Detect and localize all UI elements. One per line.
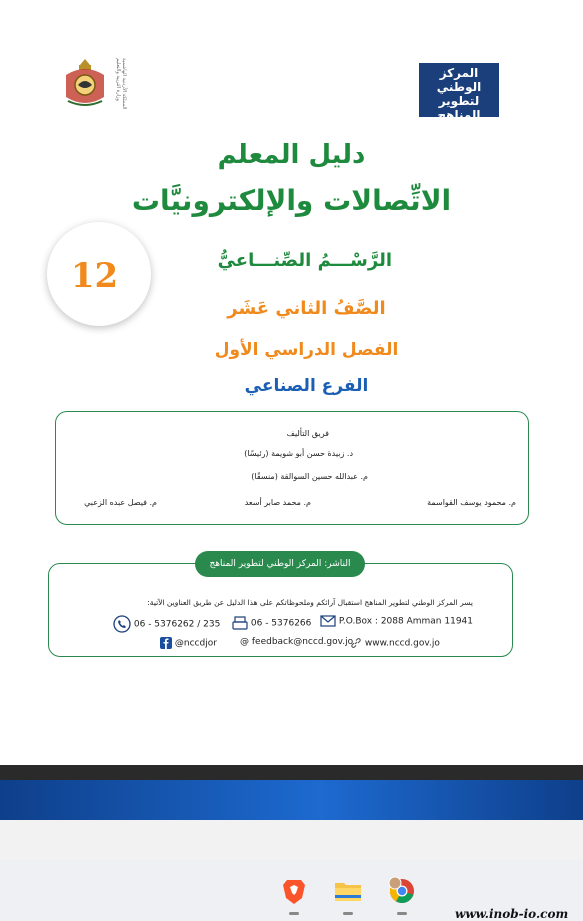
facebook-text[interactable]: @nccdjor	[174, 638, 217, 649]
nccd-logo-en-line1: National Center	[423, 124, 495, 133]
brave-browser-icon[interactable]	[279, 876, 309, 906]
author-member-1: م. محمود يوسف القواسمة	[427, 498, 516, 507]
author-coordinator: م. عبدالله حسين السوالقة (منسقًا)	[251, 472, 368, 481]
publisher-note: يسر المركز الوطني لتطوير المناهج استقبال آرائكم وملحوظاتكم على هذا الدليل عن طريق العناوين الآتية:	[147, 598, 473, 607]
file-explorer-icon[interactable]	[333, 876, 363, 906]
watermark: www.inob-io.com	[455, 907, 569, 921]
page-bottom-blue-band	[0, 780, 583, 820]
semester: الفصل الدراسي الأول	[214, 340, 399, 360]
fax-contact	[232, 615, 311, 631]
phone-contact	[113, 615, 220, 633]
at-icon: @	[240, 637, 249, 647]
phone-text: 06 - 5376262 / 235	[133, 619, 221, 630]
website-contact[interactable]	[350, 637, 440, 649]
link-icon	[350, 637, 362, 649]
title-guide: دليل المعلم	[217, 140, 366, 170]
viewer-background	[0, 820, 583, 860]
chrome-running-indicator	[397, 912, 407, 915]
grade-title: الصَّفُ الثاني عَشَر	[227, 298, 386, 319]
ministry-text: المملكة الأردنية الهاشمية وزارة التربية والتعليم	[115, 58, 127, 110]
explorer-running-indicator	[343, 912, 353, 915]
chrome-browser-icon[interactable]	[387, 876, 417, 906]
phone-icon	[113, 615, 131, 633]
author-member-3: م. فيصل عبده الزعبي	[84, 498, 157, 507]
authors-heading: فريق التأليف	[286, 429, 329, 438]
fax-icon	[232, 615, 248, 631]
nccd-logo	[419, 63, 499, 140]
page-bottom-dark-band	[0, 765, 583, 781]
email-contact[interactable]	[240, 637, 353, 647]
facebook-contact[interactable]	[160, 637, 217, 649]
title-subject: الاتِّصالات والإلكترونيَّات	[131, 184, 452, 217]
nccd-logo-en-line2: for Curriculum Development	[423, 134, 495, 140]
subtitle: الرَّسْـــمُ الصِّنـــاعيُّ	[217, 250, 392, 271]
publisher-label: الناشر: المركز الوطني لتطوير المناهج	[195, 551, 365, 577]
facebook-icon	[160, 637, 172, 649]
nccd-logo-arabic: المركز الوطني لتطوير المناهج	[436, 66, 482, 122]
pobox-text: P.O.Box : 2088 Amman 11941	[338, 616, 473, 627]
website-text[interactable]: www.nccd.gov.jo	[364, 638, 440, 649]
jordan-emblem-icon	[60, 55, 110, 110]
brave-running-indicator	[289, 912, 299, 915]
fax-text: 06 - 5376266	[250, 618, 312, 629]
author-member-2: م. محمد صابر أسعد	[244, 498, 311, 507]
grade-number: 12	[70, 256, 119, 296]
email-text[interactable]: feedback@nccd.gov.jo	[251, 637, 354, 647]
envelope-icon	[320, 615, 336, 627]
pobox-contact	[320, 615, 473, 627]
author-lead: د. زبيدة حسن أبو شويمة (رئيسًا)	[244, 449, 353, 458]
branch: الفرع الصناعي	[244, 376, 369, 396]
